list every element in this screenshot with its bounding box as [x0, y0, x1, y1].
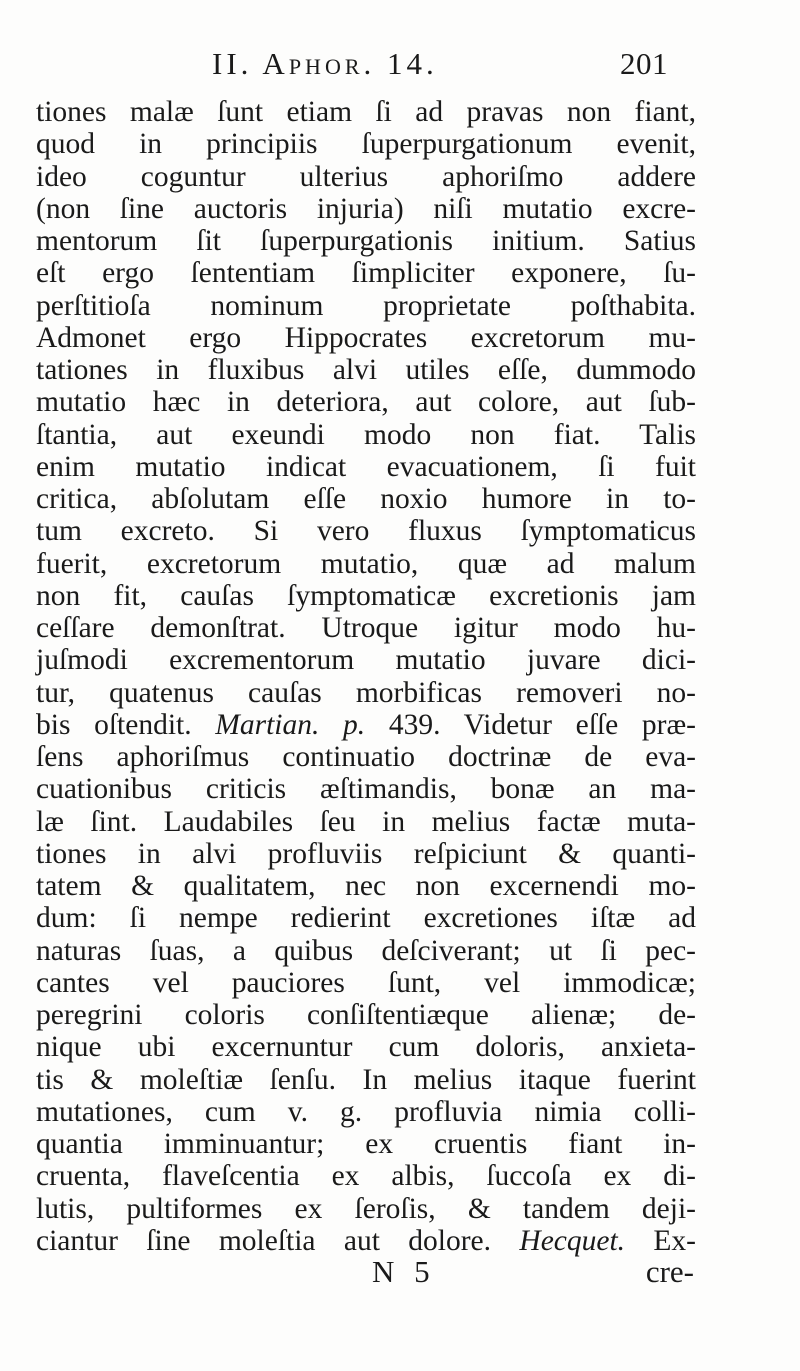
text-line: eſt ergo ſententiam ſimpliciter exponere, ſu-: [36, 257, 696, 290]
text-line: dum: ſi nempe redierint excretiones iſtæ ad: [36, 902, 696, 935]
text-line: tiones malæ ſunt etiam ſi ad pravas non fiant,: [36, 96, 696, 128]
text-line: mutationes, cum v. g. profluvia nimia colli-: [36, 1095, 696, 1128]
text-line: ciantur ſine moleſtia aut dolore. Hecquet. Ex-: [36, 1224, 696, 1257]
page-number: 201: [620, 46, 668, 81]
text-line: ideo coguntur ulterius aphoriſmo addere: [36, 160, 696, 193]
citation-martian: Martian. p.: [215, 708, 366, 741]
text-line: peregrini coloris conſiſtentiæque alienæ; de-: [36, 999, 696, 1031]
text-line: cantes vel pauciores ſunt, vel immodicæ;: [36, 966, 696, 999]
text-line: lutis, pultiformes ex ſeroſis, & tandem deji-: [36, 1192, 696, 1225]
text-line: cruenta, flaveſcentia ex albis, ſuccoſa ex di-: [36, 1160, 696, 1193]
text-line: tatem & qualitatem, nec non excernendi mo-: [36, 870, 696, 902]
text-line: ſens aphoriſmus continuatio doctrinæ de eva-: [36, 741, 696, 773]
signature-mark: N 5: [372, 1254, 436, 1289]
running-title: II. Aphor. 14.: [212, 46, 438, 81]
catchword: cre-: [645, 1254, 694, 1289]
text-line: tationes in fluxibus alvi utiles eſſe, dummodo: [36, 354, 696, 386]
body-text: [36, 96, 696, 1257]
text-line: juſmodi excrementorum mutatio juvare dici-: [36, 644, 696, 677]
text-line: ceſſare demonſtrat. Utroque igitur modo hu-: [36, 612, 696, 644]
text-line: quantia imminuantur; ex cruentis fiant in-: [36, 1128, 696, 1160]
text-line: bis oſtendit. Martian. p. 439. Videtur eſſe præ-: [36, 708, 696, 741]
text-line: cuationibus criticis æſtimandis, bonæ an ma-: [36, 773, 696, 806]
text-line: Admonet ergo Hippocrates excretorum mu-: [36, 321, 696, 354]
text-line: (non ſine auctoris injuria) niſi mutatio excre-: [36, 192, 696, 225]
text-line: læ ſint. Laudabiles ſeu in melius factæ muta-: [36, 805, 696, 838]
text-line: non fit, cauſas ſymptomaticæ excretionis jam: [36, 579, 696, 612]
text-line: quod in principiis ſuperpurgationum evenit,: [36, 128, 696, 161]
text-line: tiones in alvi profluviis reſpiciunt & quanti-: [36, 837, 696, 870]
text-line: tum excreto. Si vero fluxus ſymptomaticus: [36, 515, 696, 548]
text-line: critica, abſolutam eſſe noxio humore in to-: [36, 483, 696, 515]
text-line: nique ubi excernuntur cum doloris, anxieta-: [36, 1031, 696, 1064]
text-line: perſtitioſa nominum proprietate poſthabita.: [36, 289, 696, 322]
text-line: tur, quatenus cauſas morbificas removeri no-: [36, 676, 696, 709]
text-line: naturas ſuas, a quibus deſciverant; ut ſi pec-: [36, 934, 696, 967]
text-line: fuerit, excretorum mutatio, quæ ad malum: [36, 547, 696, 580]
text-line: mentorum ſit ſuperpurgationis initium. Satius: [36, 225, 696, 257]
text-line: enim mutatio indicat evacuationem, ſi fuit: [36, 450, 696, 483]
text-line: ſtantia, aut exeundi modo non fiat. Talis: [36, 418, 696, 451]
text-line: tis & moleſtiæ ſenſu. In melius itaque fuerint: [36, 1063, 696, 1096]
page-footer: [0, 1254, 800, 1294]
text-line: mutatio hæc in deteriora, aut colore, aut ſub-: [36, 386, 696, 419]
citation-hecquet: Hecquet.: [519, 1224, 626, 1257]
page-header: [0, 46, 800, 90]
